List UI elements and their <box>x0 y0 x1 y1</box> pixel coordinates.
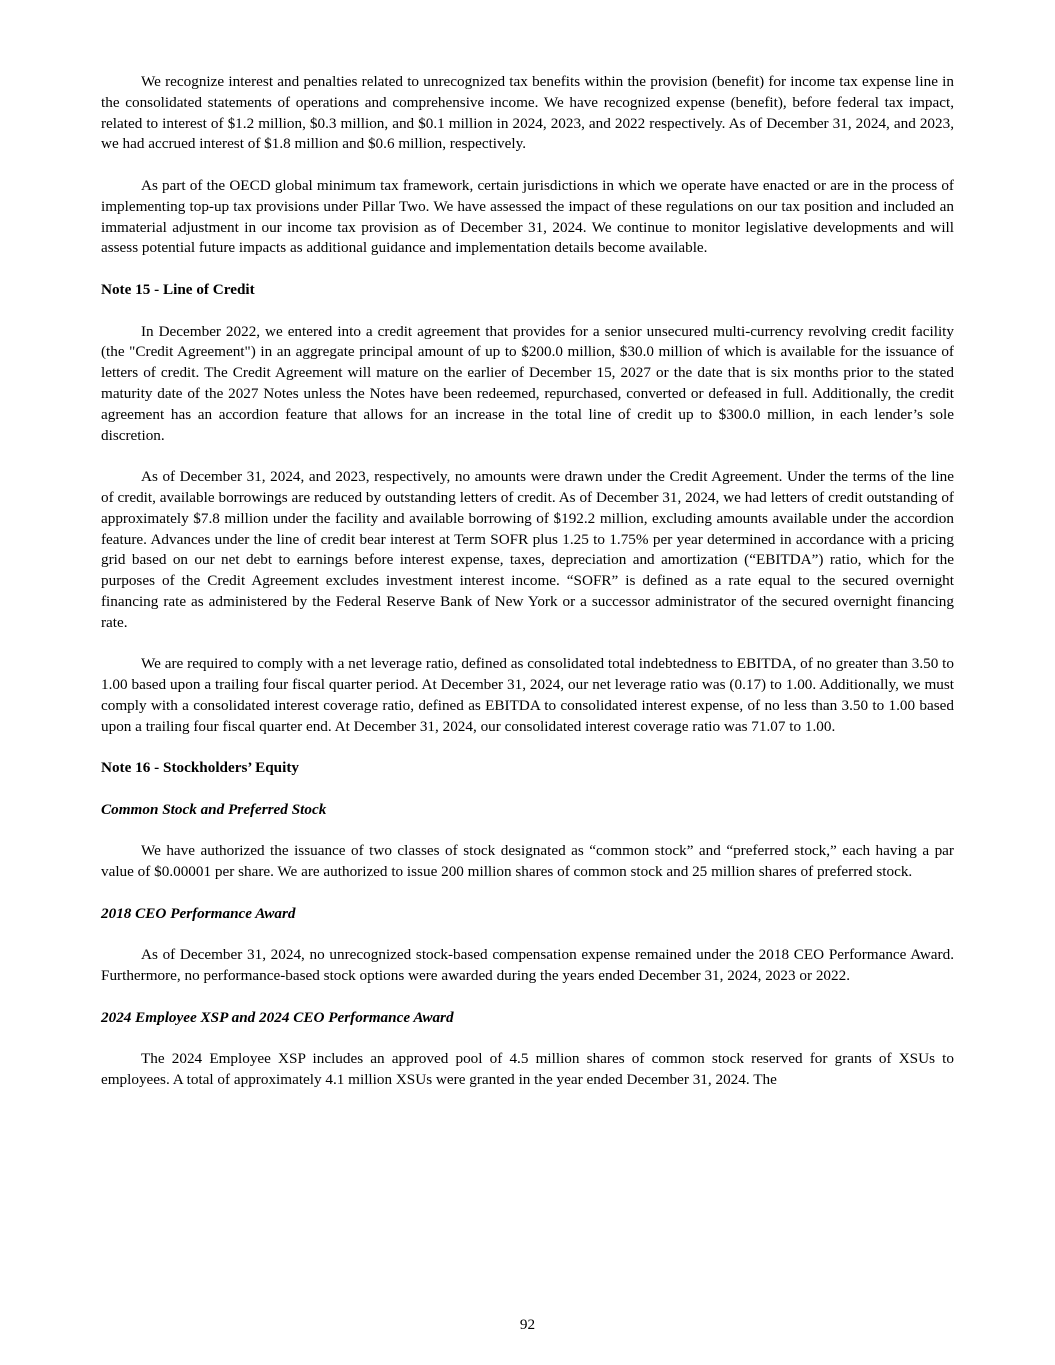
subheading-common-preferred-stock: Common Stock and Preferred Stock <box>101 800 327 818</box>
paragraph-interest-penalties: We recognize interest and penalties related to unrecognized tax benefits within the provision (benefit) for income tax expense line in the consolidated statements of operations and comprehensive income. We have recognized expense (benefit), before federal tax impact, related to interest of $1.2 million, $0.3 million, and $0.1 million in 2024, 2023, and 2022 respectively. As of December 31, 2024, and 2023, we had accrued interest of $1.8 million and $0.6 million, respectively. <box>101 73 954 153</box>
paragraph-credit-agreement: In December 2022, we entered into a credit agreement that provides for a senior unsecured multi-currency revolving credit facility (the "Credit Agreement") in an aggregate principal amount of up to $200.0 million, $30.0 million of which is available for the issuance of letters of credit. The Credit Agreement will mature on the earlier of December 15, 2027 or the date that is six months prior to the stated maturity date of the 2027 Notes unless the Notes have been redeemed, repurchased, converted or defeased in full. Additionally, the credit agreement has an accordion feature that allows for an increase in the total line of credit up to $300.0 million, in each lender’s sole discretion. <box>101 322 954 444</box>
page-number: 92 <box>519 1316 536 1333</box>
paragraph-2018-ceo-award: As of December 31, 2024, no unrecognized stock-based compensation expense remained under the 2018 CEO Performance Award. Furthermore, no performance-based stock options were awarded during the years ended December 31, 2024, 2023 or 2022. <box>101 946 954 985</box>
subheading-2018-ceo-award: 2018 CEO Performance Award <box>101 904 296 922</box>
paragraph-stock-classes: We have authorized the issuance of two classes of stock designated as “common stock” and “preferred stock,” each having a par value of $0.00001 per share. We are authorized to issue 200 million shares of common stock and 25 million shares of preferred stock. <box>101 842 954 881</box>
paragraph-2024-xsp: The 2024 Employee XSP includes an approved pool of 4.5 million shares of common stock reserved for grants of XSUs to employees. A total of approximately 4.1 million XSUs were granted in the year ended December 31, 2024. The <box>101 1050 954 1089</box>
paragraph-pillar-two: As part of the OECD global minimum tax framework, certain jurisdictions in which we operate have enacted or are in the process of implementing top-up tax provisions under Pillar Two. We have assessed the impact of these regulations on our tax position and included an immaterial adjustment in our income tax provision as of December 31, 2024. We continue to monitor legislative developments and will assess potential future impacts as additional guidance and implementation details become available. <box>101 176 954 257</box>
paragraph-borrowings: As of December 31, 2024, and 2023, respectively, no amounts were drawn under the Credit Agreement. Under the terms of the line of credit, available borrowings are reduced by outstanding letters of credit. As of December 31, 2024, we had letters of credit outstanding of approximately $7.8 million under the facility and available borrowing of $192.2 million, excluding amounts available under the accordion feature. Advances under the line of credit bear interest at Term SOFR plus 1.25 to 1.75% per year determined in accordance with a pricing grid based on our net debt to earnings before interest expense, taxes, depreciation and amortization (“EBITDA”) ratio, which for the purposes of the Credit Agreement excludes investment interest income. “SOFR” is defined as a rate equal to the secured overnight financing rate as administered by the Federal Reserve Bank of New York or a successor administrator of the secured overnight financing rate. <box>101 468 954 631</box>
heading-note-16: Note 16 - Stockholders’ Equity <box>101 759 300 777</box>
document-body <box>101 72 954 1091</box>
paragraph-leverage-ratio: We are required to comply with a net leverage ratio, defined as consolidated total indebtedness to EBITDA, of no greater than 3.50 to 1.00 based upon a trailing four fiscal quarter period. At December 31, 2024, our net leverage ratio was (0.17) to 1.00. Additionally, we must comply with a consolidated interest coverage ratio, defined as EBITDA to consolidated interest expense, of no less than 3.50 to 1.00 based upon a trailing four fiscal quarter end. At December 31, 2024, our consolidated interest coverage ratio was 71.07 to 1.00. <box>101 655 954 735</box>
heading-note-15: Note 15 - Line of Credit <box>101 280 255 298</box>
subheading-2024-xsp-award: 2024 Employee XSP and 2024 CEO Performance Award <box>101 1008 454 1026</box>
